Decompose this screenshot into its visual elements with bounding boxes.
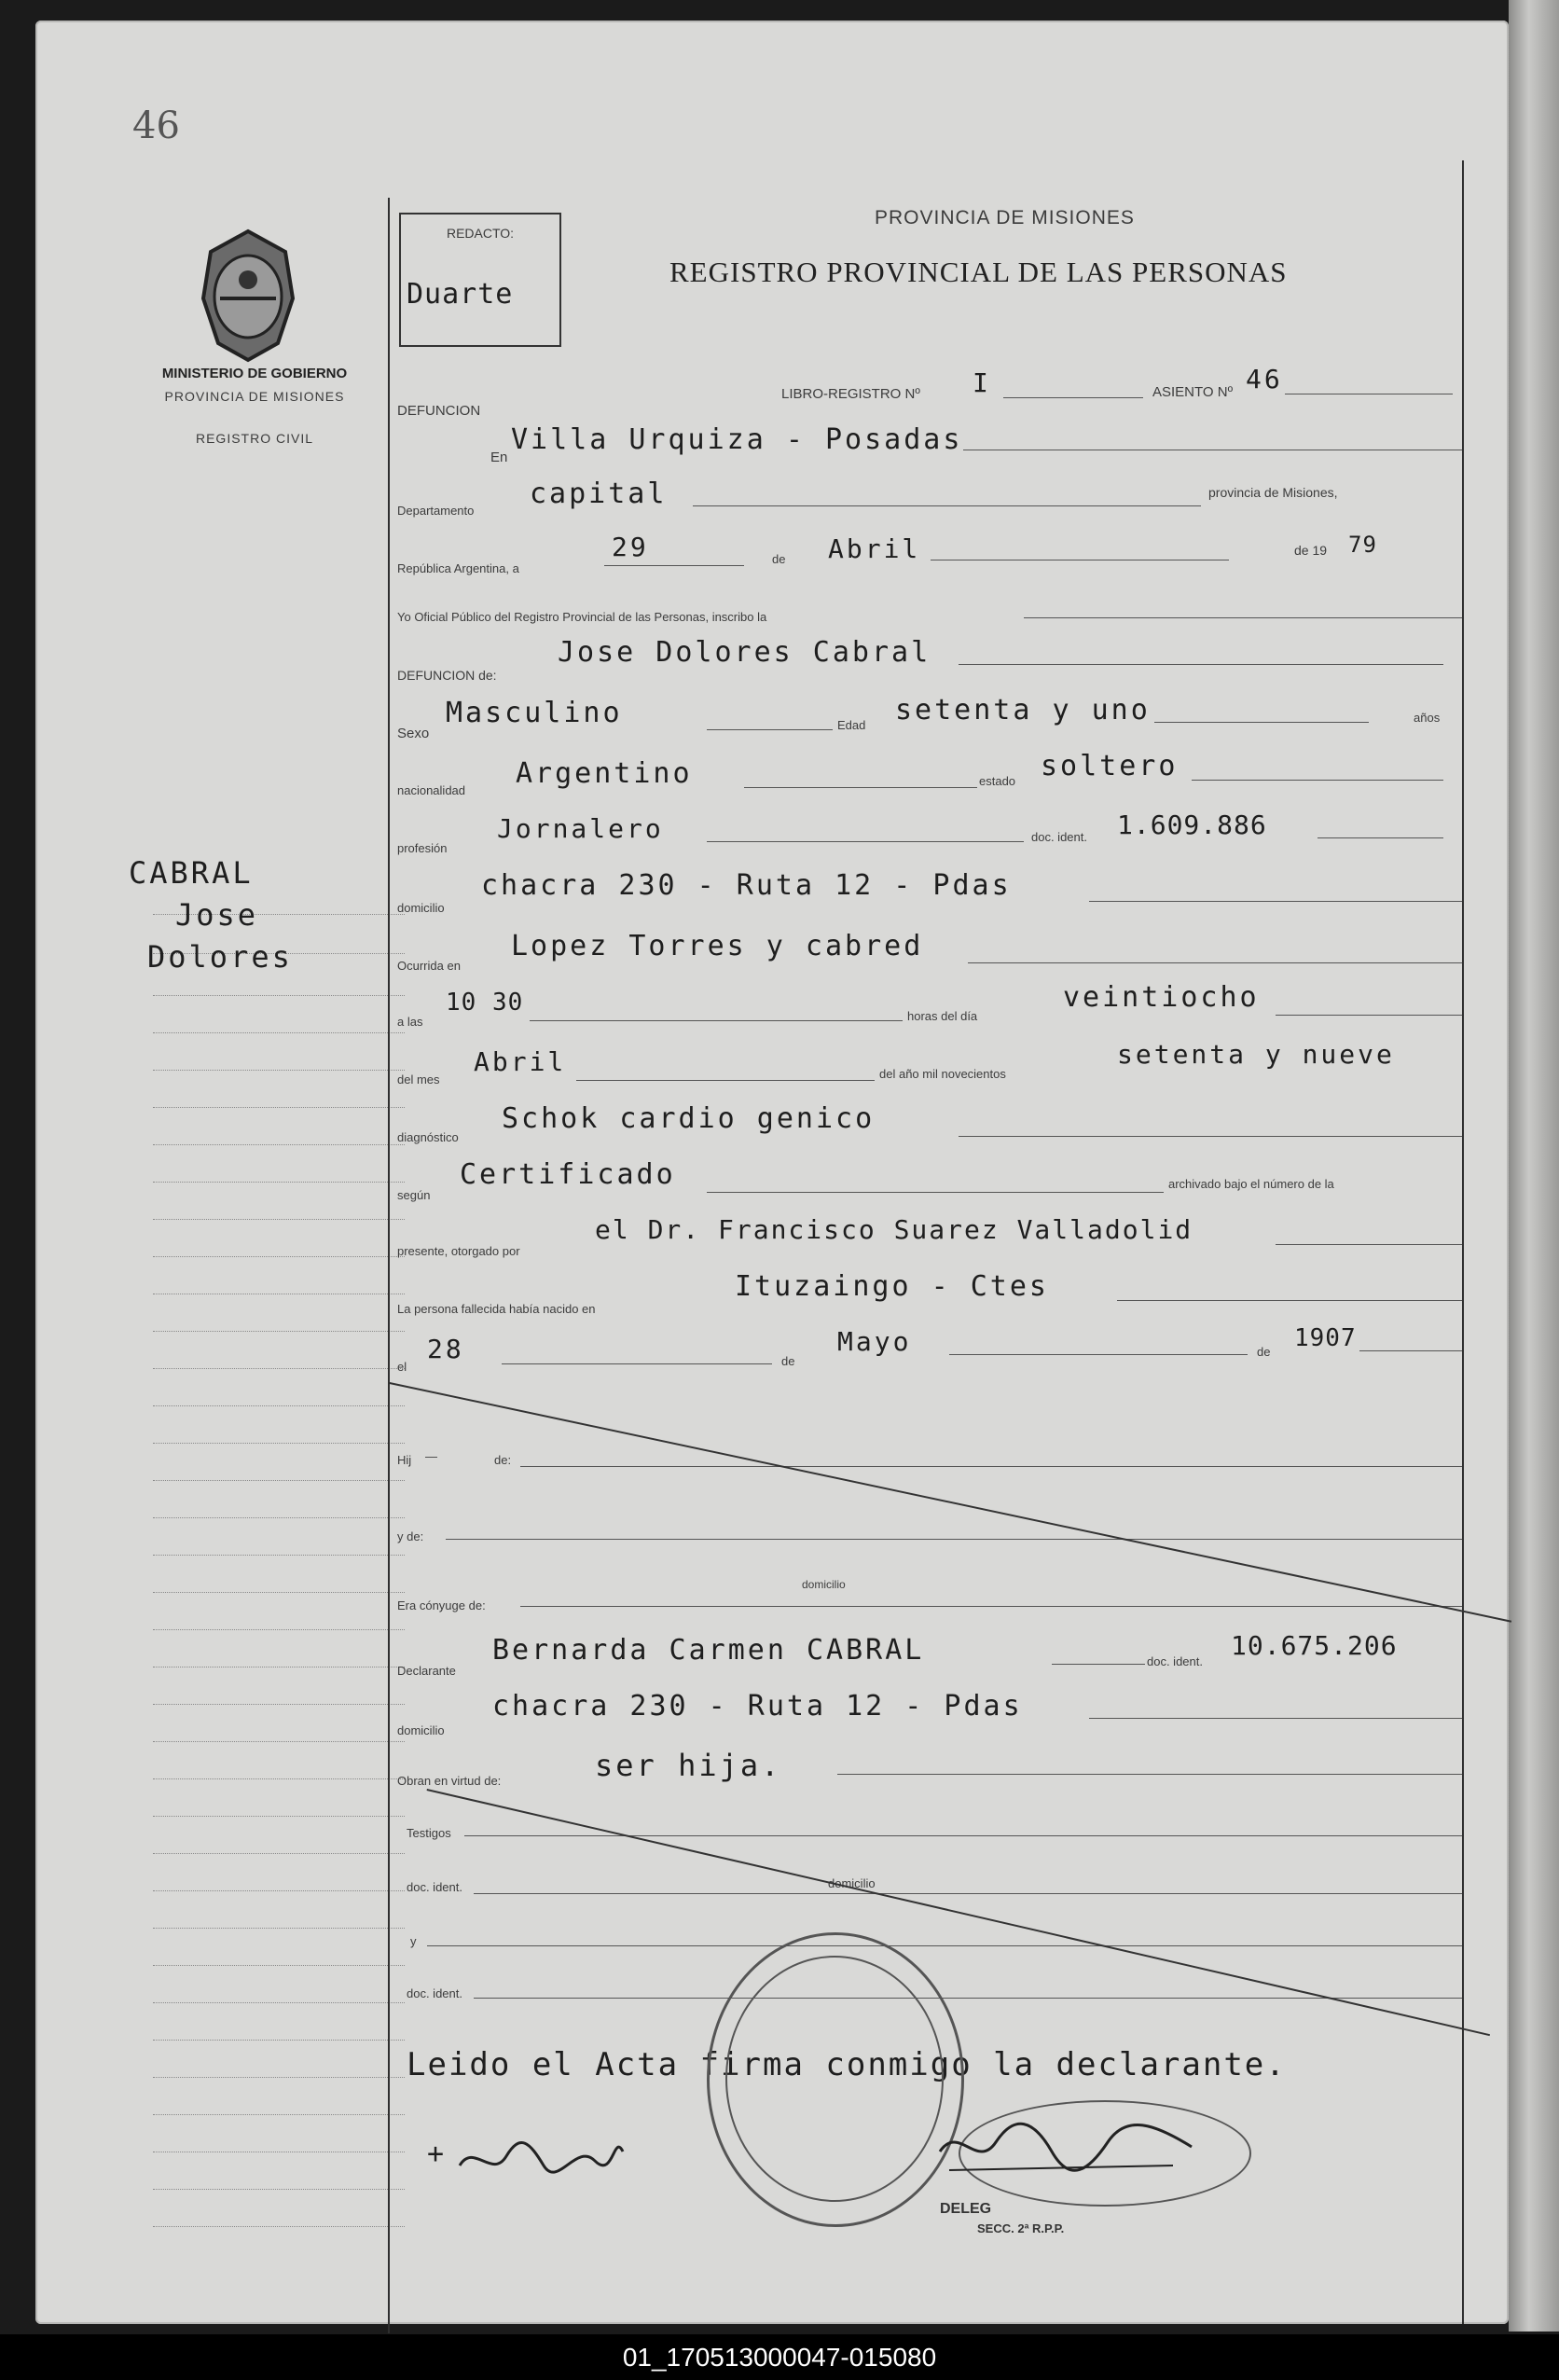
ministry-line2: PROVINCIA DE MISIONES [164,389,345,404]
province-heading: PROVINCIA DE MISIONES [875,207,1135,228]
closing-text: Leido el Acta firma conmigo la declarante. [407,2046,1287,2083]
delegate-line2: SECC. 2ª R.P.P. [977,2221,1065,2235]
born-value: Ituzaingo - Ctes [735,1270,1049,1303]
witness2-doc-label: doc. ident. [407,1986,462,2000]
department-label: Departamento [397,504,475,518]
diagnosis-label: diagnóstico [397,1130,459,1144]
born-label: La persona fallecida había nacido en [397,1302,596,1316]
domicile-value: chacra 230 - Ruta 12 - Pdas [481,869,1012,902]
date-de: de [772,552,786,566]
civil-status-label: estado [979,774,1016,788]
deceased-value: Jose Dolores Cabral [558,636,931,669]
year-label: del año mil novecientos [879,1067,1006,1081]
book-label: LIBRO-REGISTRO Nº [781,386,920,402]
footer-id: 01_170513000047-015080 [0,2334,1559,2380]
witnesses-label: Testigos [407,1826,451,1840]
book-value: I [973,367,991,398]
born-date-year: 1907 [1294,1324,1357,1352]
diagnosis-value: Schok cardio genico [502,1102,876,1135]
witness-y-label: y [410,1934,417,1948]
place-value: Villa Urquiza - Posadas [511,423,963,456]
profession-label: profesión [397,841,448,855]
doc-ident-label: doc. ident. [1031,830,1087,844]
redacto-box [399,213,561,347]
delegate-line1: DELEG [940,2201,992,2217]
witness-domicile-label: domicilio [828,1876,876,1890]
parents-domicile-label: domicilio [802,1578,846,1591]
virtue-label: Obran en virtud de: [397,1774,502,1788]
born-date-year-label: de [1257,1345,1271,1359]
declarant-doc-value: 10.675.206 [1231,1630,1398,1661]
declarant-domicile-label: domicilio [397,1723,445,1737]
according-suffix: archivado bajo el número de la [1168,1177,1334,1191]
date-year-label: de 19 [1294,543,1328,558]
sex-label: Sexo [397,726,430,741]
form-right-border [1462,160,1464,2324]
born-date-day: 28 [427,1334,464,1364]
hij-label: Hij [397,1453,412,1467]
form-left-border [388,198,390,2333]
witness1-doc-label: doc. ident. [407,1880,462,1894]
age-value: setenta y uno [895,694,1151,726]
officer-text: Yo Oficial Público del Registro Provincial de las Personas, inscribo la [397,610,767,624]
born-date-month: Mayo [837,1326,912,1357]
seat-label: ASIENTO Nº [1152,384,1234,400]
date-label: República Argentina, a [397,561,519,575]
month-label: del mes [397,1072,440,1086]
born-date-de: de [781,1354,795,1368]
date-day: 29 [612,532,649,562]
margin-surname: CABRAL [129,855,254,891]
year-value: setenta y nueve [1117,1039,1395,1070]
official-stamp-inner-ring [725,1956,944,2202]
parent1-label: de: [494,1453,512,1467]
date-year: 79 [1348,532,1377,558]
hij-dash: — [425,1449,437,1463]
department-suffix: provincia de Misiones, [1208,485,1338,500]
month-value: Abril [474,1046,567,1077]
deceased-label: DEFUNCION de: [397,668,497,683]
cancel-line-parents [390,1382,1512,1623]
profession-value: Jornalero [497,813,664,844]
domicile-label: domicilio [397,901,445,915]
virtue-value: ser hija. [595,1748,782,1783]
declarant-domicile-value: chacra 230 - Ruta 12 - Pdas [492,1690,1023,1723]
place-label: En [490,450,508,465]
according-label: según [397,1188,431,1202]
time-value: 10 30 [446,989,524,1017]
redacto-label: REDACTO: [446,226,515,241]
parent2-label: y de: [397,1529,424,1543]
born-date-label: el [397,1360,407,1374]
occurred-label: Ocurrida en [397,959,461,973]
seat-value: 46 [1246,364,1283,394]
doc-ident-value: 1.609.886 [1117,809,1267,840]
officer-signature [931,2114,1210,2189]
date-month: Abril [828,533,921,564]
declarant-label: Declarante [397,1664,456,1678]
margin-middlename: Dolores [147,939,293,975]
declarant-value: Bernarda Carmen CABRAL [492,1634,925,1667]
age-label: Edad [837,718,866,732]
age-unit: años [1414,711,1441,725]
time-label: a las [397,1015,423,1029]
time-day-value: veintiocho [1063,981,1260,1014]
time-day-label: horas del día [907,1009,978,1023]
declarant-signature-mark: + [427,2138,448,2170]
ministry-line1: MINISTERIO DE GOBIERNO [161,366,348,381]
page-number: 46 [132,104,180,147]
occurred-value: Lopez Torres y cabred [511,930,924,962]
issued-value: el Dr. Francisco Suarez Valladolid [595,1214,1193,1245]
declarant-signature [455,2124,632,2189]
nationality-label: nacionalidad [397,783,466,797]
spouse-label: Era cónyuge de: [397,1598,486,1612]
civil-status-value: soltero [1041,750,1179,782]
issued-label: presente, otorgado por [397,1244,520,1258]
coat-of-arms-emblem [192,224,304,364]
margin-firstname: Jose [175,897,259,933]
adjacent-page-edge [1509,0,1559,2332]
registry-title: REGISTRO PROVINCIAL DE LAS PERSONAS [669,256,1288,288]
declarant-doc-label: doc. ident. [1147,1654,1203,1668]
document-page [35,21,1509,2324]
redacto-value: Duarte [407,278,514,311]
record-type: DEFUNCION [397,403,481,419]
ministry-line3: REGISTRO CIVIL [195,431,314,446]
cancel-line-witnesses [427,1789,1490,2036]
nationality-value: Argentino [516,757,693,790]
sex-value: Masculino [446,697,623,729]
according-value: Certificado [460,1158,676,1191]
department-value: capital [530,477,668,510]
